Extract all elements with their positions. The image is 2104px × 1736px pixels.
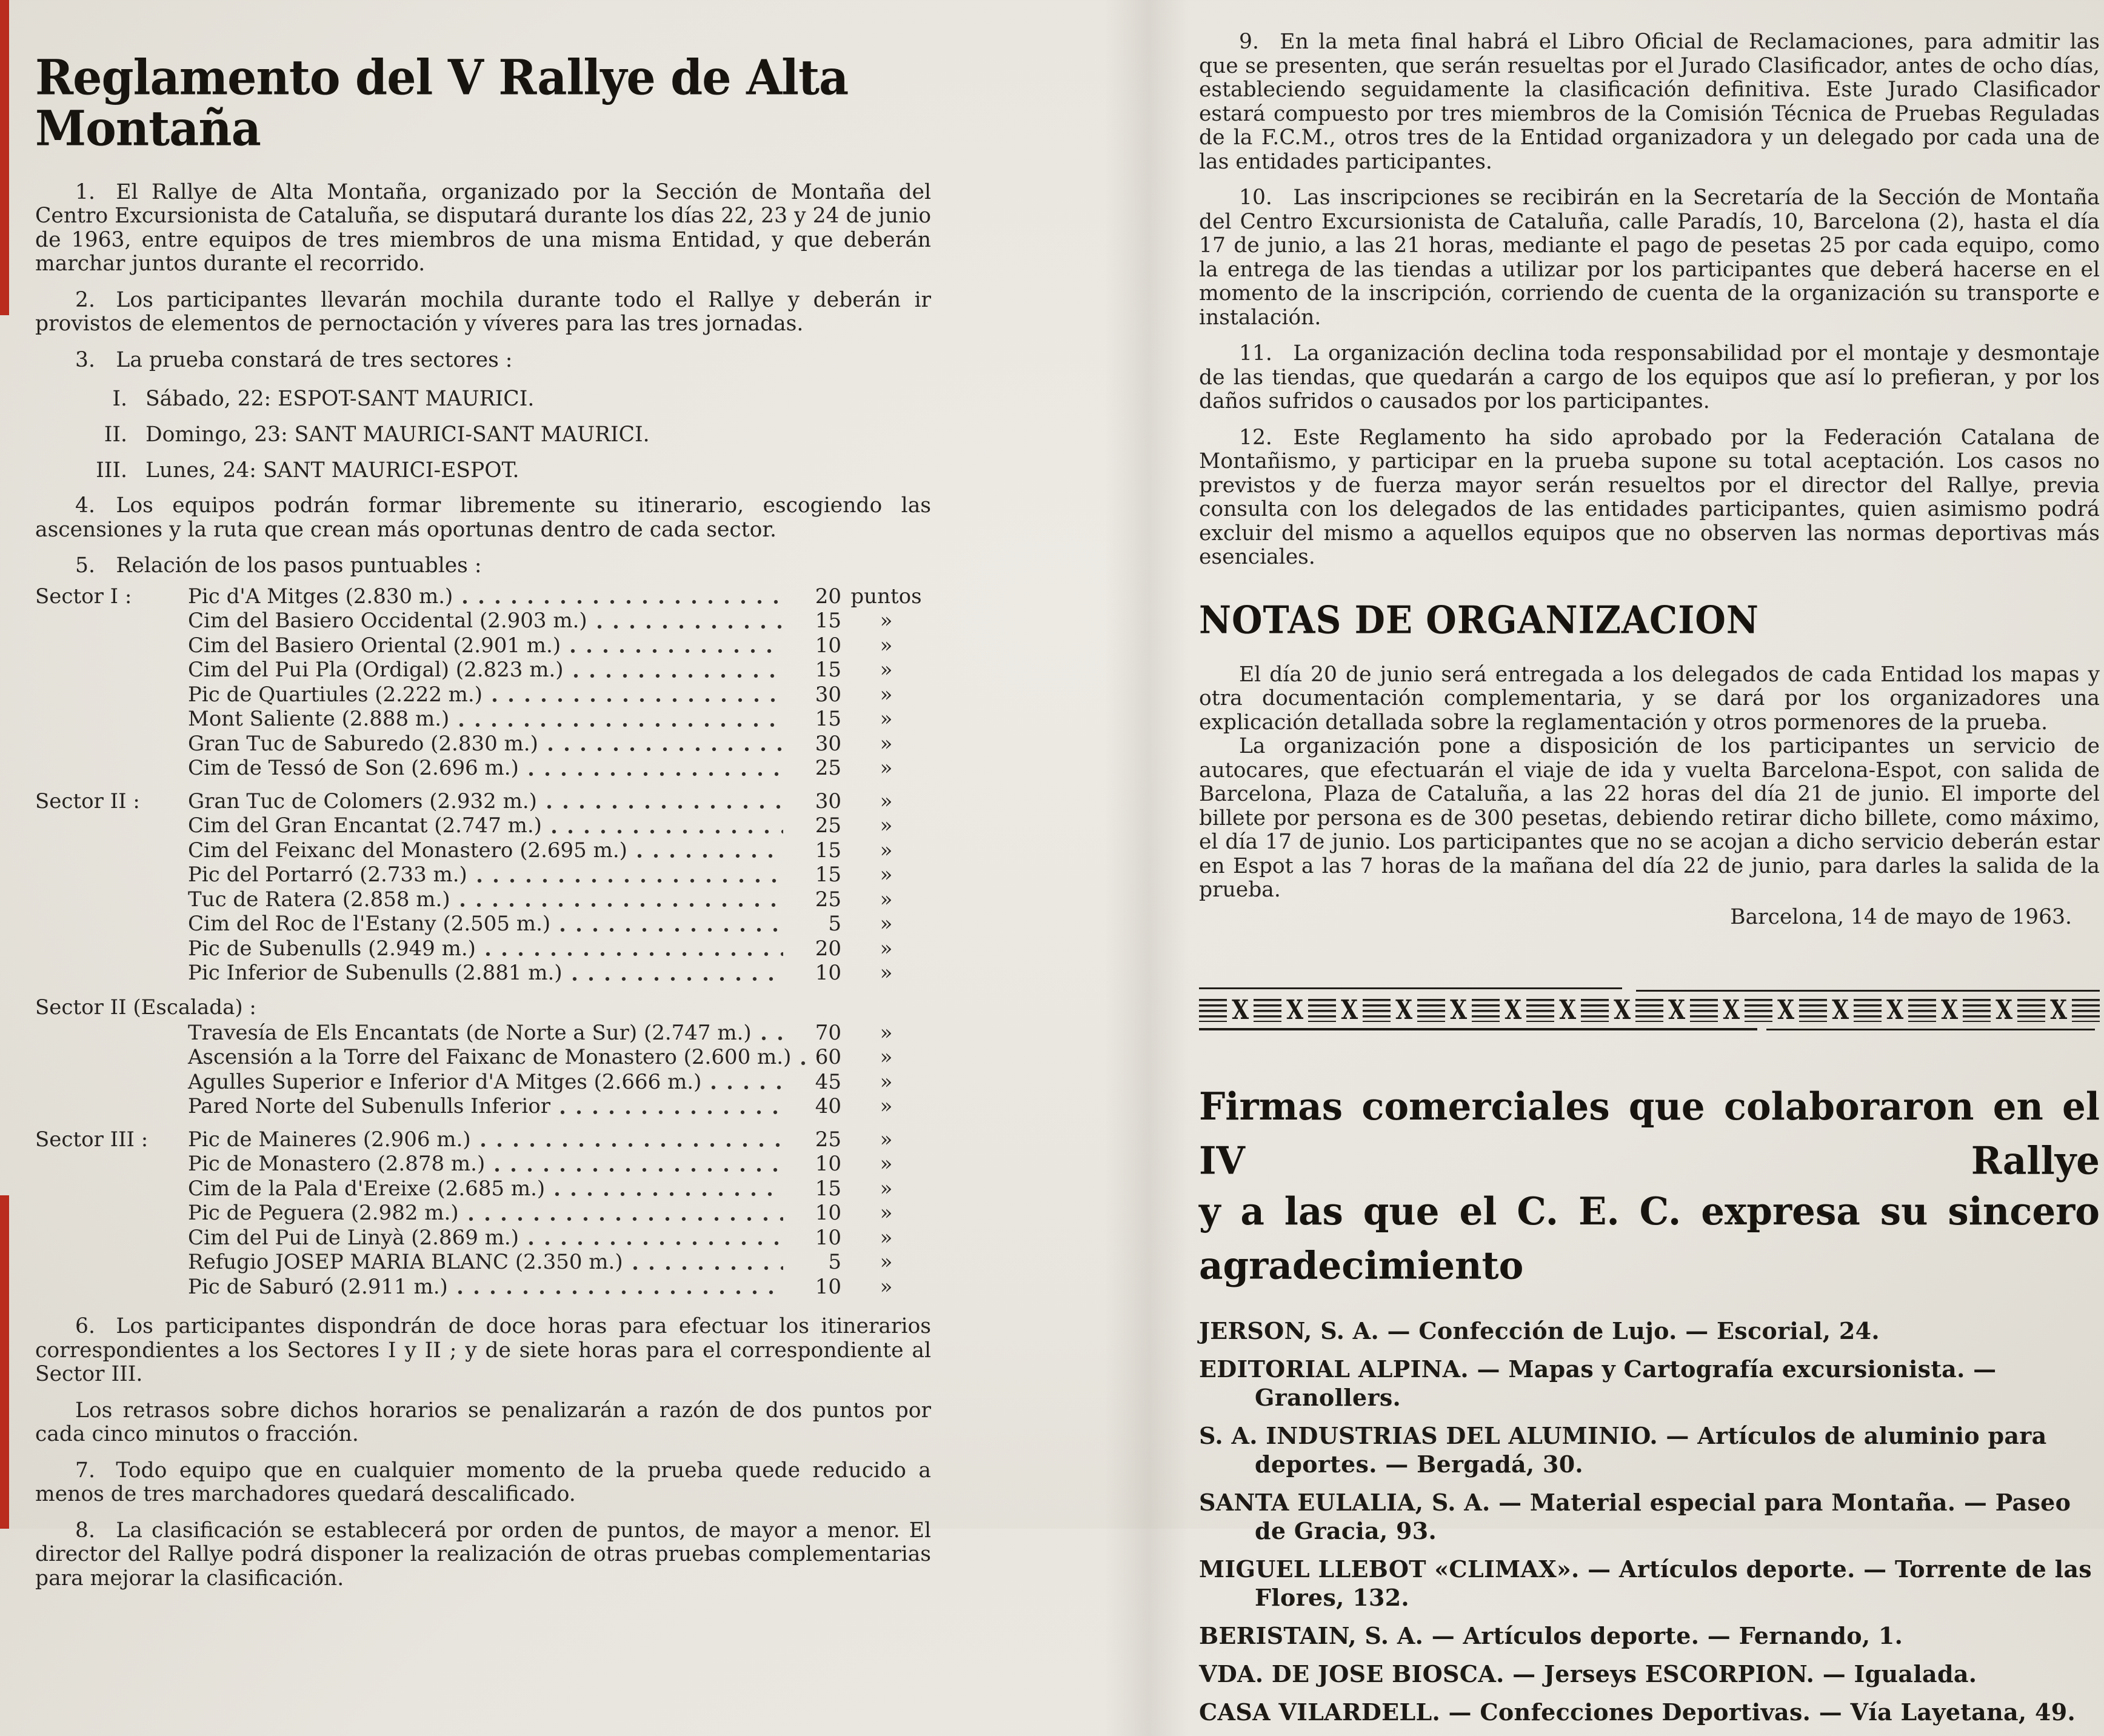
dot-leader bbox=[637, 853, 783, 858]
points-value: 70 bbox=[815, 1020, 841, 1045]
peak-name: Pic de Subenulls (2.949 m.) bbox=[188, 936, 476, 961]
points-value: 25 bbox=[815, 813, 841, 838]
page-title: Reglamento del V Rallye de Alta Montaña bbox=[35, 48, 849, 156]
table-row bbox=[35, 1045, 931, 1070]
sponsors-heading-line1: Firmas comerciales que colaboraron en el IV Rallye bbox=[1199, 1084, 2100, 1183]
sector-label: Sector III : bbox=[35, 1127, 149, 1152]
dot-leader bbox=[560, 927, 783, 932]
left-page bbox=[35, 48, 931, 1603]
climb-name: Ascensión a la Torre del Faixanc de Monastero (2.600 m.) bbox=[188, 1045, 792, 1070]
dot-leader bbox=[529, 1241, 783, 1246]
regulation-item-12: 12. Este Reglamento ha sido aprobado por la Federación Catalana de Montañismo, y participar en la prueba supone su total aceptación. Los casos no previstos y de fuerza mayor serán resueltos por el director del Rallye, previa consulta con los delegados de las entidades participantes, quien asimismo podrá excluir del mismo a aquellos equipos que no observen las normas deportivas más esenciales. bbox=[1199, 425, 2100, 569]
points-value: 30 bbox=[815, 682, 841, 707]
dot-leader bbox=[633, 1266, 783, 1270]
points-unit: » bbox=[880, 838, 893, 863]
sponsor-item: BERISTAIN, S. A. — Artículos deporte. — Fernando, 1. bbox=[1199, 1621, 1903, 1649]
table-row bbox=[35, 936, 931, 961]
dot-leader bbox=[560, 1110, 783, 1115]
right-page bbox=[1199, 30, 2100, 1736]
points-unit: » bbox=[880, 863, 893, 887]
regulation-item-9: 9. En la meta final habrá el Libro Oficial de Reclamaciones, para admitir las que se presenten, que serán resueltas por el Jurado Clasificador, antes de ocho días, estableciendo seguidamente la clasificación definitiva. Este Jurado Clasificador estará compuesto por tres miembros de la Comisión Técnica de Pruebas Reguladas de la F.C.M., otros tres de la Entidad organizadora y un delegado por cada una de las entidades participantes. bbox=[1199, 30, 2100, 174]
regulation-item-11: 11. La organización declina toda responsabilidad por el montaje y desmontaje de las tiendas, que quedarán a cargo de los equipos que así lo prefieran, y por los daños sufridos o causados por los participantes. bbox=[1199, 341, 2100, 413]
regulation-item-2: 2. Los participantes llevarán mochila durante todo el Rallye y deberán ir provistos de elementos de pernoctación y víveres para las tres jornadas. bbox=[35, 287, 931, 336]
regulation-item-5: 5. Relación de los pasos puntuables : bbox=[75, 553, 482, 578]
dot-leader bbox=[761, 1036, 783, 1041]
points-value: 10 bbox=[815, 1274, 841, 1299]
points-unit: puntos bbox=[850, 584, 922, 609]
table-row bbox=[35, 1127, 931, 1152]
points-unit: » bbox=[880, 1127, 893, 1152]
points-value: 20 bbox=[815, 936, 841, 961]
dateline: Barcelona, 14 de mayo de 1963. bbox=[1730, 904, 2072, 929]
peak-name: Cim del Roc de l'Estany (2.505 m.) bbox=[188, 912, 551, 936]
points-unit: » bbox=[880, 887, 893, 912]
points-value: 15 bbox=[815, 838, 841, 863]
notes-paragraph-1: El día 20 de junio será entregada a los delegados de cada Entidad los mapas y otra documentación complementaria, y se dará por los organizadores una explicación detallada sobre la reglamentación y otros pormenores de la prueba. bbox=[1199, 662, 2100, 735]
points-value: 60 bbox=[815, 1045, 841, 1070]
table-row bbox=[35, 756, 931, 781]
sponsor-item: SANTA EULALIA, S. A. — Material especial para Montaña. — Paseo de Gracia, 93. bbox=[1199, 1488, 2071, 1544]
dot-leader bbox=[460, 903, 783, 907]
schedule-item-3 bbox=[35, 458, 931, 482]
peak-name: Pic de Maineres (2.906 m.) bbox=[188, 1127, 471, 1152]
points-value: 5 bbox=[828, 1250, 841, 1275]
points-value: 10 bbox=[815, 1201, 841, 1226]
regulation-item-10: 10. Las inscripciones se recibirán en la Secretaría de la Sección de Montaña del Centro Excursionista de Cataluña, calle Paradís, 10, Barcelona (2), hasta el día 17 de junio, a las 21 horas, mediante el pago de pesetas 25 por cada equipo, como la entrega de las tiendas a utilizar por los participantes que deberá hacerse en el momento de la inscripción, corriendo de cuenta de la organización su transporte e instalación. bbox=[1199, 185, 2100, 330]
dot-leader bbox=[548, 747, 783, 752]
regulation-item-8: 8. La clasificación se establecerá por orden de puntos, de mayor a menor. El director del Rallye podrá disponer la realización de otras pruebas complementarias para mejorar la clasificación. bbox=[35, 1518, 931, 1591]
sector-schedule-list bbox=[35, 387, 931, 482]
regulation-item-1: 1. El Rallye de Alta Montaña, organizado por la Sección de Montaña del Centro Excursionista de Cataluña, se disputará durante los días 22, 23 y 24 de junio de 1963, entre equipos de tres miembros de una misma Entidad, y que deberán marchar juntos durante el recorrido. bbox=[35, 179, 931, 276]
points-table bbox=[35, 584, 931, 1300]
points-value: 20 bbox=[815, 584, 841, 609]
table-row bbox=[35, 887, 931, 912]
peak-name: Cim de la Pala d'Ereixe (2.685 m.) bbox=[188, 1176, 546, 1201]
peak-name: Cim de Tessó de Son (2.696 m.) bbox=[188, 756, 519, 781]
points-value: 5 bbox=[828, 912, 841, 936]
sponsor-item: MIGUEL LLEBOT «CLIMAX». — Artículos deporte. — Torrente de las Flores, 132. bbox=[1199, 1555, 2092, 1611]
schedule-item-1 bbox=[35, 387, 931, 411]
points-unit: » bbox=[880, 813, 893, 838]
ornament-rule-bottom bbox=[1199, 1028, 2100, 1033]
schedule-numeral: III. bbox=[96, 458, 127, 483]
table-row bbox=[35, 1021, 931, 1046]
sponsor-item: CASA VILARDELL. — Confecciones Deportivas. — Vía Layetana, 49. bbox=[1199, 1698, 2076, 1726]
regulation-item-4: 4. Los equipos podrán formar libremente su itinerario, escogiendo las ascensiones y la ruta que crean más oportunas dentro de cada sector. bbox=[35, 493, 931, 542]
table-row bbox=[35, 912, 931, 936]
points-value: 15 bbox=[815, 1176, 841, 1201]
peak-name: Pic del Portarró (2.733 m.) bbox=[188, 863, 467, 887]
dot-leader bbox=[492, 698, 783, 703]
sponsor-item: EDITORIAL ALPINA. — Mapas y Cartografía excursionista. — Granollers. bbox=[1199, 1355, 1997, 1411]
table-row bbox=[35, 789, 931, 814]
scan-red-edge-bottom bbox=[0, 1195, 9, 1529]
points-unit: » bbox=[880, 1176, 893, 1201]
peak-name: Cim del Gran Encantat (2.747 m.) bbox=[188, 813, 542, 838]
points-unit: » bbox=[880, 658, 893, 683]
dot-leader bbox=[597, 624, 783, 629]
peak-name: Mont Saliente (2.888 m.) bbox=[188, 707, 450, 732]
points-value: 10 bbox=[815, 633, 841, 658]
peak-name: Pic de Monastero (2.878 m.) bbox=[188, 1152, 486, 1177]
points-value: 45 bbox=[815, 1069, 841, 1094]
sector-label-row bbox=[35, 994, 931, 1021]
ornament-band bbox=[1199, 987, 2100, 1033]
table-row bbox=[35, 1275, 931, 1300]
points-value: 40 bbox=[815, 1094, 841, 1119]
refuge-name: Refugio JOSEP MARIA BLANC (2.350 m.) bbox=[188, 1250, 623, 1275]
peak-name: Gran Tuc de Colomers (2.932 m.) bbox=[188, 789, 537, 813]
sector-label: Sector II (Escalada) : bbox=[35, 995, 256, 1020]
dot-leader bbox=[547, 804, 783, 809]
points-unit: » bbox=[880, 682, 893, 707]
table-row bbox=[35, 813, 931, 838]
peak-name: Pic de Peguera (2.982 m.) bbox=[188, 1201, 459, 1226]
points-value: 25 bbox=[815, 887, 841, 912]
notes-heading: NOTAS DE ORGANIZACION bbox=[1199, 597, 1759, 642]
dot-leader bbox=[711, 1085, 783, 1090]
peak-name: Pic de Quartiules (2.222 m.) bbox=[188, 682, 483, 707]
points-value: 30 bbox=[815, 789, 841, 813]
dot-leader bbox=[529, 772, 783, 776]
points-unit: » bbox=[880, 961, 893, 986]
schedule-text: Domingo, 23: SANT MAURICI-SANT MAURICI. bbox=[145, 422, 650, 447]
points-unit: » bbox=[880, 1069, 893, 1094]
sponsor-item: VDA. DE JOSE BIOSCA. — Jerseys ESCORPION. — Igualada. bbox=[1199, 1660, 1977, 1688]
peak-name: Tuc de Ratera (2.858 m.) bbox=[188, 887, 450, 912]
points-unit: » bbox=[880, 1152, 893, 1177]
schedule-numeral: I. bbox=[112, 387, 127, 412]
climb-name: Pared Norte del Subenulls Inferior bbox=[188, 1094, 550, 1119]
points-unit: » bbox=[880, 1020, 893, 1045]
climb-name: Travesía de Els Encantats (de Norte a Sur) (2.747 m.) bbox=[188, 1020, 752, 1045]
sponsor-item: JERSON, S. A. — Confección de Lujo. — Escorial, 24. bbox=[1199, 1317, 1880, 1344]
dot-leader bbox=[573, 673, 783, 678]
table-row bbox=[35, 1201, 931, 1226]
points-value: 15 bbox=[815, 609, 841, 633]
points-value: 30 bbox=[815, 731, 841, 756]
sponsor-item: S. A. INDUSTRIAS DEL ALUMINIO. — Artículos de aluminio para deportes. — Bergadá, 30. bbox=[1199, 1421, 2047, 1478]
dot-leader bbox=[572, 977, 783, 981]
table-row bbox=[35, 1152, 931, 1177]
peak-name: Pic d'A Mitges (2.830 m.) bbox=[188, 584, 453, 609]
points-value: 25 bbox=[815, 756, 841, 781]
points-value: 10 bbox=[815, 1225, 841, 1250]
regulation-item-7: 7. Todo equipo que en cualquier momento de la prueba quede reducido a menos de tres marchadores quedará descalificado. bbox=[35, 1458, 931, 1507]
points-unit: » bbox=[880, 1225, 893, 1250]
points-value: 15 bbox=[815, 863, 841, 887]
table-row bbox=[35, 1226, 931, 1250]
dot-leader bbox=[570, 649, 783, 653]
sector-label: Sector II : bbox=[35, 789, 140, 813]
climb-name: Agulles Superior e Inferior d'A Mitges (2.666 m.) bbox=[188, 1069, 702, 1094]
points-value: 10 bbox=[815, 1152, 841, 1177]
table-row bbox=[35, 863, 931, 887]
points-unit: » bbox=[880, 756, 893, 781]
regulation-item-3: 3. La prueba constará de tres sectores : bbox=[75, 347, 513, 372]
peak-name: Cim del Feixanc del Monastero (2.695 m.) bbox=[188, 838, 627, 863]
dot-leader bbox=[481, 1143, 783, 1147]
peak-name: Cim del Basiero Oriental (2.901 m.) bbox=[188, 633, 561, 658]
schedule-text: Sábado, 22: ESPOT-SANT MAURICI. bbox=[145, 387, 535, 412]
notes-paragraph-2: La organización pone a disposición de los participantes un servicio de autocares, que efectuarán el viaje de ida y vuelta Barcelona-Espot, con salida de Barcelona, Plaza de Cataluña, a las 22 horas del día 21 de junio. El importe del billete por persona es de 300 pesetas, debiendo retirar dicho billete, como máximo, el día 17 de junio. Los participantes que no se acojan a dicho servicio deberán estar en Espot a las 7 horas de la mañana del día 22 de junio, para darles la salida de la prueba. bbox=[1199, 734, 2100, 902]
peak-name: Cim del Pui Pla (Ordigal) (2.823 m.) bbox=[188, 658, 564, 683]
points-unit: » bbox=[880, 1094, 893, 1119]
sponsors-heading bbox=[1199, 1080, 2100, 1290]
table-row bbox=[35, 961, 931, 986]
schedule-item-2 bbox=[35, 422, 931, 447]
table-row bbox=[35, 1177, 931, 1201]
table-row bbox=[35, 1070, 931, 1095]
points-unit: » bbox=[880, 912, 893, 936]
points-value: 10 bbox=[815, 961, 841, 986]
dot-leader bbox=[458, 1290, 783, 1295]
dot-leader bbox=[477, 878, 783, 883]
ornament-pattern: X X X X X X X X X X X X X X X X bbox=[1199, 997, 2100, 1024]
table-row bbox=[35, 633, 931, 658]
ornament-rule-top bbox=[1199, 987, 2100, 992]
points-unit: » bbox=[880, 707, 893, 732]
scan-red-edge-top bbox=[0, 0, 9, 315]
table-row bbox=[35, 838, 931, 863]
peak-name: Gran Tuc de Saburedo (2.830 m.) bbox=[188, 731, 538, 756]
points-unit: » bbox=[880, 1250, 893, 1275]
table-row bbox=[35, 1094, 931, 1119]
table-row bbox=[35, 658, 931, 683]
schedule-text: Lunes, 24: SANT MAURICI-ESPOT. bbox=[145, 458, 519, 483]
points-value: 15 bbox=[815, 707, 841, 732]
dot-leader bbox=[463, 599, 783, 604]
table-row bbox=[35, 732, 931, 756]
points-unit: » bbox=[880, 1274, 893, 1299]
points-unit: » bbox=[880, 1201, 893, 1226]
table-row bbox=[35, 609, 931, 633]
table-row bbox=[35, 584, 931, 609]
regulation-item-6: 6. Los participantes dispondrán de doce horas para efectuar los itinerarios correspondientes a los Sectores I y II ; y de siete horas para el correspondiente al Sector III. bbox=[35, 1314, 931, 1387]
peak-name: Pic Inferior de Subenulls (2.881 m.) bbox=[188, 961, 563, 986]
regulation-item-6b: Los retrasos sobre dichos horarios se penalizarán a razón de dos puntos por cada cinco minutos o fracción. bbox=[35, 1398, 931, 1447]
points-unit: » bbox=[880, 1045, 893, 1070]
points-unit: » bbox=[880, 789, 893, 813]
dot-leader bbox=[469, 1217, 783, 1221]
table-row bbox=[35, 683, 931, 707]
dot-leader bbox=[486, 952, 783, 956]
points-value: 15 bbox=[815, 658, 841, 683]
points-unit: » bbox=[880, 731, 893, 756]
table-row bbox=[35, 707, 931, 732]
points-unit: » bbox=[880, 936, 893, 961]
peak-name: Pic de Saburó (2.911 m.) bbox=[188, 1274, 448, 1299]
sponsors-heading-line2: y a las que el C. E. C. expresa su sincero agradecimiento bbox=[1199, 1189, 2100, 1288]
table-row bbox=[35, 1250, 931, 1275]
points-unit: » bbox=[880, 633, 893, 658]
dot-leader bbox=[555, 1192, 783, 1197]
dot-leader bbox=[495, 1167, 783, 1172]
points-value: 25 bbox=[815, 1127, 841, 1152]
sector-label: Sector I : bbox=[35, 584, 132, 609]
points-unit: » bbox=[880, 609, 893, 633]
schedule-numeral: II. bbox=[104, 422, 127, 447]
dot-leader bbox=[552, 829, 783, 834]
peak-name: Cim del Pui de Linyà (2.869 m.) bbox=[188, 1225, 519, 1250]
peak-name: Cim del Basiero Occidental (2.903 m.) bbox=[188, 609, 587, 633]
dot-leader bbox=[459, 723, 783, 727]
